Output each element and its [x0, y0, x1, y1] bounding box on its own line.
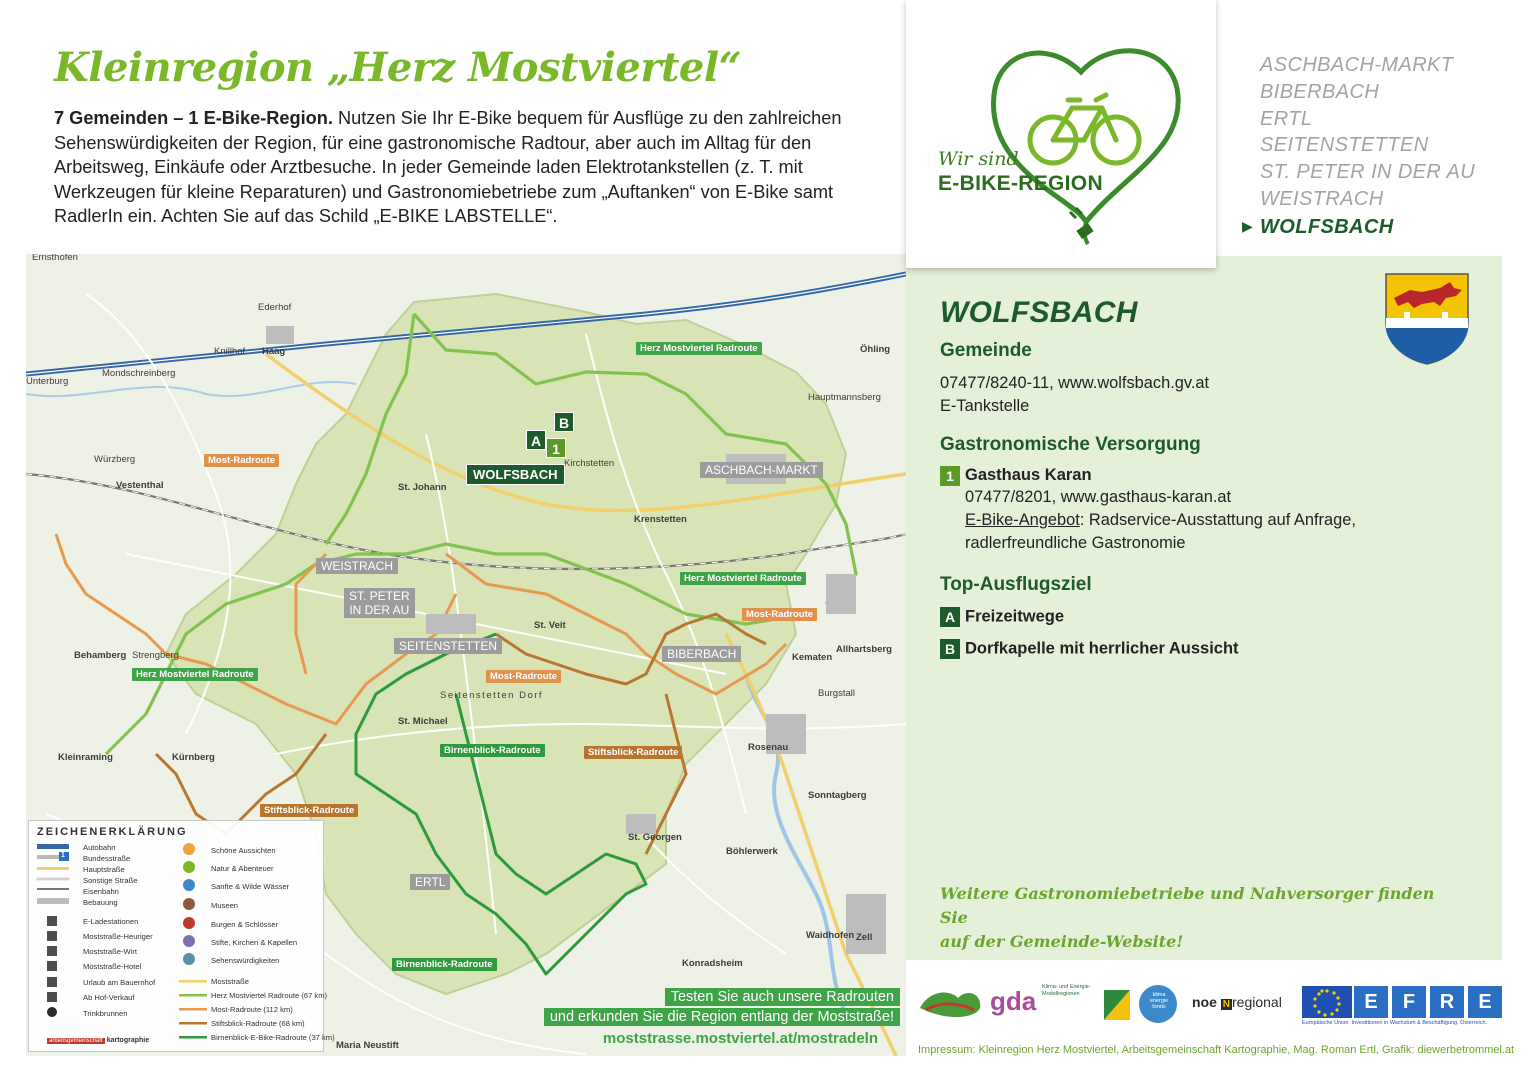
logo-wir-sind: Wir sind: [938, 148, 1019, 170]
map-cta-1: Testen Sie auch unsere Radrouten: [665, 988, 900, 1006]
legend-item: Sehenswürdigkeiten: [211, 956, 280, 965]
map-cta-url[interactable]: moststrasse.mostviertel.at/mostradeln: [602, 1030, 878, 1047]
place-label: Haag: [262, 346, 286, 357]
legend-item: Urlaub am Bauernhof: [83, 978, 156, 987]
place-label: Zell: [856, 932, 873, 943]
route-tag: Most-Radroute: [742, 608, 817, 621]
legend-item: Autobahn: [83, 843, 116, 852]
map-marker-a: A: [526, 430, 546, 450]
place-label: Öhling: [860, 344, 891, 355]
place-label: Unterburg: [26, 376, 69, 387]
map-wolfsbach-tag: WOLFSBACH: [466, 464, 565, 485]
legend-item: Sanfte & Wilde Wässer: [211, 882, 290, 891]
intro-paragraph: [54, 106, 854, 229]
map-legend: [28, 820, 335, 1052]
route-tag: Birnenblick-Radroute: [440, 744, 545, 757]
legend-item: Herz Mostviertel Radroute (67 km): [211, 991, 328, 1000]
legend-a1: A1: [33, 837, 42, 844]
page-title: Kleinregion „Herz Mostviertel“: [54, 44, 742, 91]
legend-item: Moststraße-Heuriger: [83, 932, 153, 941]
fonds-logo: klima energie fonds: [1149, 992, 1169, 1010]
gastro-entry: [940, 466, 1480, 555]
gastro-contact: 07477/8201, www.gasthaus-karan.at: [965, 488, 1232, 506]
e-bike-region-logo: [906, 0, 1216, 268]
triangle-right-icon: ▶: [1242, 217, 1254, 234]
place-label: Waidhofen: [806, 930, 855, 941]
gemeinde-extra: E-Tankstelle: [940, 397, 1030, 415]
heart-bike-icon: [906, 0, 1216, 268]
efre-letter: E: [1478, 991, 1492, 1013]
municipality-item: ERTL: [1260, 107, 1313, 130]
legend-symbols-left: [35, 843, 75, 1035]
place-label: Strengberg: [132, 650, 180, 661]
place-label: Böhlerwerk: [726, 846, 778, 857]
route-tag: Most-Radroute: [204, 454, 279, 467]
place-label: Maria Neustift: [336, 1040, 399, 1051]
map-cta-2: und erkunden Sie die Region entlang der Moststraße!: [544, 1008, 900, 1026]
place-label: Kleinraming: [58, 752, 113, 763]
legend-item: Schöne Aussichten: [211, 846, 276, 855]
map-muni-tag: ASCHBACH-MARKT: [700, 462, 823, 478]
place-label: St. Michael: [398, 716, 448, 727]
top-item: B Dorfkapelle mit herrlicher Aussicht: [940, 639, 1239, 659]
place-label: Kematen: [792, 652, 833, 663]
place-label: Kürnberg: [172, 752, 215, 763]
municipality-item: BIBERBACH: [1260, 80, 1380, 103]
gda-logo: gda: [990, 986, 1037, 1016]
place-label: Ernsthofen: [32, 254, 78, 263]
legend-item: Trinkbrunnen: [83, 1009, 128, 1018]
legend-item: Museen: [211, 901, 239, 910]
intro-text: Nutzen Sie Ihr E-Bike bequem für Ausflüge zu den zahlreichen Sehenswürdigkeiten der Region, für eine gastronomische Radtour, aber auch im Alltag für den Arbeitsweg, Einkäufe oder Arztbesuche. In jeder Gemeinde laden Elektrotankstellen (z. T. mit Werkzeugen für kleine Reparaturen) und Gastronomiebetriebe zum „Auftanken“ von E-Bike samt RadlerIn ein. Achten Sie auf das Schild „E-BIKE LABSTELLE“.: [54, 108, 842, 226]
place-label: Mondschreinberg: [102, 368, 176, 379]
gastro-offer-2: radlerfreundliche Gastronomie: [965, 534, 1186, 552]
gastro-badge: 1: [940, 466, 960, 486]
municipality-item: ST. PETER IN DER AU: [1260, 161, 1476, 184]
legend-item: Eisenbahn: [83, 887, 119, 896]
coat-of-arms-icon: [1384, 272, 1470, 366]
place-label: Burgstall: [818, 688, 855, 699]
route-tag: Birnenblick-Radroute: [392, 958, 497, 971]
gastro-name: Gasthaus Karan: [965, 466, 1092, 485]
legend-item: Bundesstraße: [83, 854, 131, 863]
legend-title: ZEICHENERKLÄRUNG: [37, 826, 188, 838]
legend-item: Hauptstraße: [83, 865, 125, 874]
gastro-heading: Gastronomische Versorgung: [940, 434, 1201, 455]
klima-logo: Klima- und Energie-Modellregionen: [1042, 984, 1091, 997]
route-tag: Stiftsblick-Radroute: [260, 804, 358, 817]
map-muni-tag: ERTL: [410, 874, 450, 890]
noe-logo: noe N regional: [1192, 994, 1282, 1010]
legend-one: 1: [61, 852, 65, 859]
municipality-item: SEITENSTETTEN: [1260, 134, 1429, 157]
place-label: Konradsheim: [682, 958, 743, 969]
place-label: Rosenau: [748, 742, 789, 753]
map-marker-1: 1: [546, 438, 566, 458]
top-item: A Freizeitwege: [940, 607, 1064, 627]
map-muni-tag: ST. PETER IN DER AU: [344, 588, 415, 618]
info-title: WOLFSBACH: [940, 296, 1138, 329]
place-label: Sonntagberg: [808, 790, 867, 801]
legend-item: Ab Hof-Verkauf: [83, 993, 135, 1002]
legend-item: Burgen & Schlösser: [211, 920, 279, 929]
legend-credit: arbeitsgemeinschaft kartographie: [49, 1037, 150, 1044]
place-label: Ederhof: [258, 302, 292, 313]
legend-item: Moststraße-Wirt: [83, 947, 137, 956]
map-muni-tag: SEITENSTETTEN: [394, 638, 502, 654]
municipality-item: ASCHBACH-MARKT: [1260, 54, 1454, 76]
legend-symbols-right: [179, 843, 207, 1043]
logo-ebike-region: E-BIKE-REGION: [938, 172, 1103, 195]
intro-bold: 7 Gemeinden – 1 E-Bike-Region.: [54, 108, 333, 128]
map-muni-tag: BIBERBACH: [662, 646, 741, 662]
place-label: St. Johann: [398, 482, 447, 493]
gastro-website-note: Weitere Gastronomiebetriebe und Nahversorger finden Sie auf der Gemeinde-Website!: [940, 884, 1435, 951]
route-tag: Herz Mostviertel Radroute: [680, 572, 806, 585]
region-map: [26, 254, 906, 1056]
gastro-offer-label: E-Bike-Angebot: [965, 511, 1080, 529]
municipality-item-active: ▶ WOLFSBACH: [1242, 213, 1475, 241]
place-label: Hauptmannsberg: [808, 392, 881, 403]
gemeinde-heading: Gemeinde: [940, 340, 1032, 361]
place-label: St. Veit: [534, 620, 566, 631]
route-tag: Most-Radroute: [486, 670, 561, 683]
sponsor-logos: [918, 978, 1510, 1030]
legend-item: Sonstige Straße: [83, 876, 138, 885]
place-label: Vestenthal: [116, 480, 164, 491]
efre-letter: E: [1364, 991, 1378, 1013]
gastro-offer: E-Bike-Angebot: Radservice-Ausstattung auf Anfrage,: [965, 511, 1356, 529]
legend-item: Birnenblick-E-Bike-Radroute (37 km): [211, 1033, 335, 1042]
place-label: Behamberg: [74, 650, 127, 661]
place-label: Knillhof: [214, 346, 246, 357]
route-tag: Herz Mostviertel Radroute: [132, 668, 258, 681]
route-tag: Herz Mostviertel Radroute: [636, 342, 762, 355]
legend-item: Moststraße: [211, 977, 249, 986]
place-label: Würzberg: [94, 454, 136, 465]
place-label: St. Georgen: [628, 832, 682, 843]
legend-item: Bebauung: [83, 898, 118, 907]
place-label: Seitenstetten Dorf: [440, 690, 544, 701]
legend-item: Stifte, Kirchen & Kapellen: [211, 938, 298, 947]
impressum: Impressum: Kleinregion Herz Mostviertel, Arbeitsgemeinschaft Kartographie, Mag. Roman Ertl, Grafik: diewerbetrommel.at: [918, 1044, 1515, 1056]
efre-letter: R: [1439, 991, 1455, 1013]
eu-label: Europäische Union Investitionen in Wachstum & Beschäftigung. Österreich.: [1302, 1020, 1488, 1026]
legend-item: Natur & Abenteuer: [211, 864, 274, 873]
legend-item: E-Ladestationen: [83, 917, 139, 926]
place-label: Krenstetten: [634, 514, 687, 525]
legend-item: Moststraße-Hotel: [83, 962, 142, 971]
top-heading: Top-Ausflugsziel: [940, 574, 1092, 595]
municipality-item: WEISTRACH: [1260, 187, 1384, 210]
place-label: Allhartsberg: [836, 644, 892, 655]
map-muni-tag: WEISTRACH: [316, 558, 398, 574]
map-marker-b: B: [554, 412, 574, 432]
route-tag: Stiftsblick-Radroute: [584, 746, 682, 759]
municipality-list: [1242, 52, 1475, 241]
efre-letter: F: [1402, 991, 1416, 1013]
legend-item: Stiftsblick-Radroute (68 km): [211, 1019, 305, 1028]
place-label: Kirchstetten: [564, 458, 615, 469]
gemeinde-contact: 07477/8240-11, www.wolfsbach.gv.at: [940, 374, 1210, 392]
legend-item: Most-Radroute (112 km): [211, 1005, 293, 1014]
